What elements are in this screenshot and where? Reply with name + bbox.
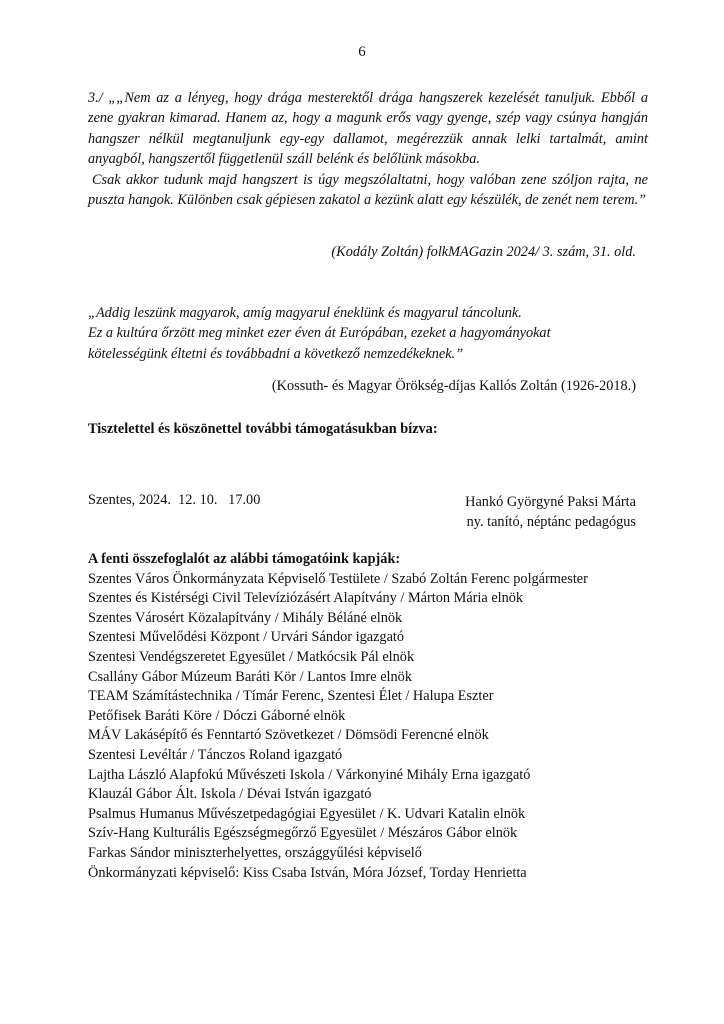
supporter-item: Szentesi Művelődési Központ / Urvári Sándor igazgató: [88, 629, 405, 646]
supporter-item: Szentes Város Önkormányzata Képviselő Testülete / Szabó Zoltán Ferenc polgármester: [88, 570, 588, 587]
supporter-item: Szentesi Levéltár / Tánczos Roland igazgató: [88, 746, 343, 763]
supporter-item: MÁV Lakásépítő és Fenntartó Szövetkezet / Dömsödi Ferencné elnök: [88, 727, 489, 744]
quote-line: Ez a kultúra őrzött meg minket ezer éven át Európában, ezeket a hagyományokat: [88, 325, 551, 342]
supporter-item: Klauzál Gábor Ált. Iskola / Dévai István igazgató: [88, 786, 372, 803]
supporters-section: [88, 550, 636, 883]
supporter-item: Szentes Városért Közalapítvány / Mihály Béláné elnök: [88, 609, 403, 626]
supporters-list: [88, 570, 636, 884]
signature-title: ny. tanító, néptánc pedagógus: [466, 514, 636, 531]
supporter-item: Önkormányzati képviselő: Kiss Csaba István, Móra József, Torday Henrietta: [88, 864, 527, 881]
supporter-item: TEAM Számítástechnika / Tímár Ferenc, Szentesi Élet / Halupa Eszter: [88, 688, 494, 705]
closing-thanks: Tisztelettel és köszönettel további támogatásukban bízva:: [88, 421, 438, 437]
kallos-attribution: (Kossuth- és Magyar Örökség-díjas Kallós Zoltán (1926-2018.): [271, 378, 636, 394]
kodaly-quote: [88, 88, 648, 210]
quote-line: „Addig leszünk magyarok, amíg magyarul éneklünk és magyarul táncolunk.: [88, 305, 522, 321]
supporter-item: Lajtha László Alapfokú Művészeti Iskola / Várkonyiné Mihály Erna igazgató: [88, 766, 531, 783]
page-number: 6: [358, 44, 366, 60]
signature-block: [400, 492, 636, 533]
quote-paragraph: Csak akkor tudunk majd hangszert is úgy megszólaltatni, hogy valóban zene szóljon rajta, ne puszta hangok. Különben csak gépiesen zakatol a kezünk alatt egy készülék, de zenét nem terem.”: [88, 171, 648, 209]
supporter-item: Szív-Hang Kulturális Egészségmegőrző Egyesület / Mészáros Gábor elnök: [88, 825, 518, 842]
quote-line: kötelességünk éltetni és továbbadni a következő nemzedékeknek.”: [88, 345, 464, 362]
supporter-item: Csallány Gábor Múzeum Baráti Kör / Lantos Imre elnök: [88, 668, 412, 685]
quote-paragraph: 3./ „„Nem az a lényeg, hogy drága mesterektől drága hangszerek kezelését tanuljuk. Ebből a zene gyakran kimarad. Hanem az, hogy a magunk erős vagy gyenge, szép vagy csúnya hangján hangszer nélkül megtanuljunk egy-egy dallamot, megérezzük annak lelki tartalmát, amint anyagból, hangszertől függetlenül száll belénk és belőlünk másokba.: [88, 90, 648, 168]
supporters-heading: A fenti összefoglalót az alábbi támogatóink kapják:: [88, 551, 401, 567]
supporter-item: Szentesi Vendégszeretet Egyesület / Matkócsik Pál elnök: [88, 648, 415, 665]
kallos-quote: [88, 303, 648, 364]
supporter-item: Szentes és Kistérségi Civil Televíziózásért Alapítvány / Márton Mária elnök: [88, 590, 524, 607]
signature-name: Hankó Györgyné Paksi Márta: [465, 494, 636, 510]
supporter-item: Psalmus Humanus Művészetpedagógiai Egyesület / K. Udvari Katalin elnök: [88, 805, 526, 822]
kodaly-attribution: (Kodály Zoltán) folkMAGazin 2024/ 3. szám, 31. old.: [331, 244, 636, 260]
supporter-item: Farkas Sándor miniszterhelyettes, országgyűlési képviselő: [88, 844, 422, 861]
supporter-item: Petőfisek Baráti Köre / Dóczi Gáborné elnök: [88, 707, 346, 724]
place-date: Szentes, 2024. 12. 10. 17.00: [88, 492, 261, 508]
